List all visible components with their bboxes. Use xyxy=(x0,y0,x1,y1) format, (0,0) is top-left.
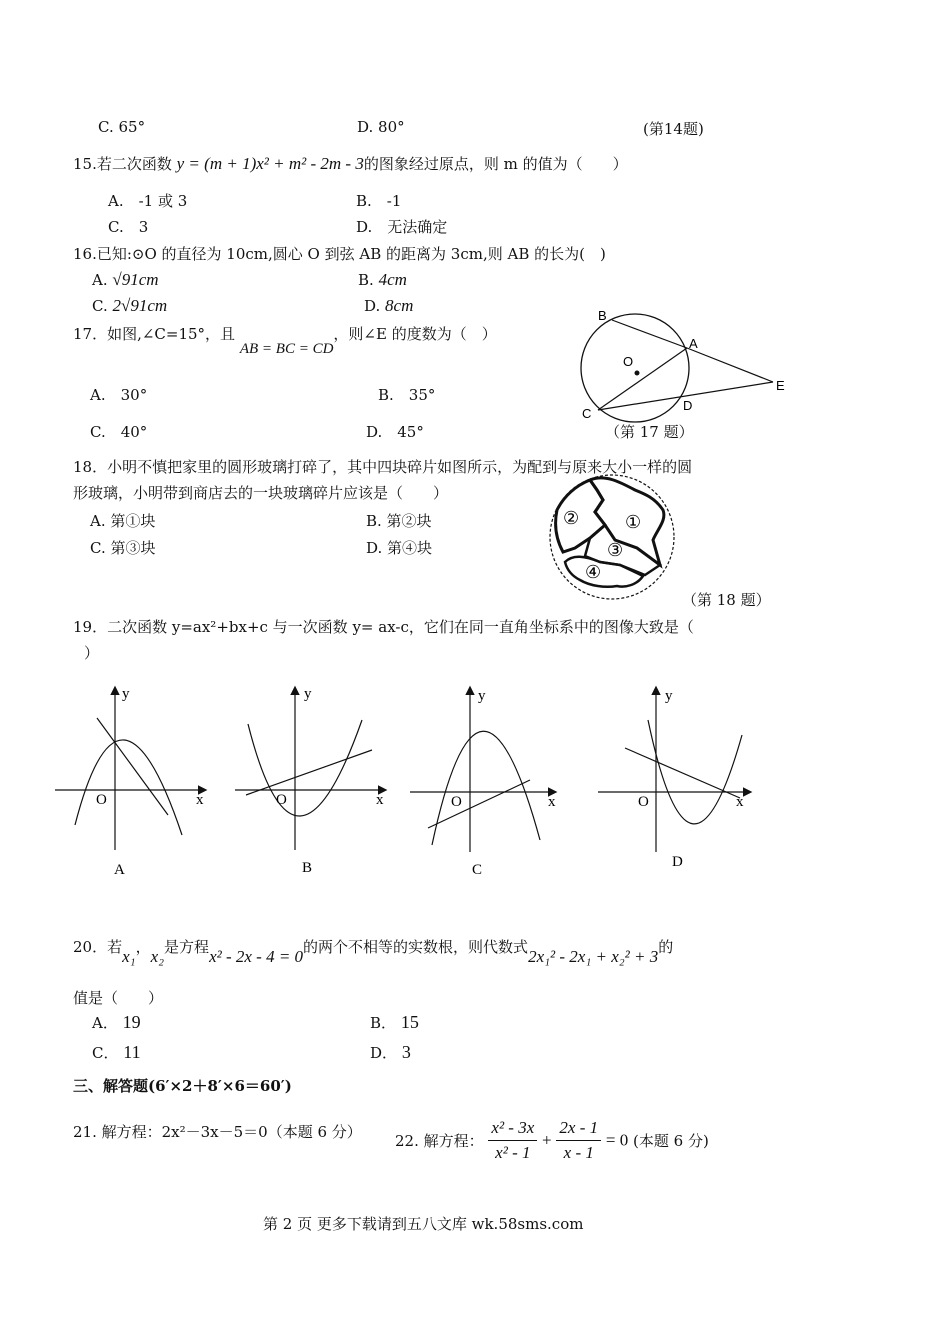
q22-fraction-1-denominator: x² - 1 xyxy=(495,1143,531,1162)
q20-option-a-label: A． xyxy=(92,1014,118,1032)
q18-option-b: B. 第②块 xyxy=(366,512,432,530)
q19-graph-a-line xyxy=(97,718,168,815)
q20-option-a xyxy=(92,1012,141,1033)
q18-label-3: ③ xyxy=(607,540,624,560)
q16-option-b xyxy=(358,270,407,290)
q20-x1: x₁ xyxy=(122,947,136,966)
q15-option-a: A. -1 或 3 xyxy=(108,192,188,210)
q20-comma: ， xyxy=(135,938,151,956)
q19-graph-a-x-label: x xyxy=(196,792,204,808)
q14-caption: (第14题) xyxy=(643,120,704,138)
q19-graphs xyxy=(50,680,850,880)
q18-option-d: D. 第④块 xyxy=(366,539,433,557)
q17-label-a: A xyxy=(689,336,698,351)
q19-graph-b-origin: O xyxy=(276,792,287,808)
q17-label-e: E xyxy=(776,378,785,393)
q17-option-a: A. 30° xyxy=(90,386,148,404)
q18-stem-line1: 18．小明不慎把家里的圆形玻璃打碎了，其中四块碎片如图所示，为配到与原来大小一样的圆 xyxy=(73,458,693,476)
section-3-title: 三、解答题(6′×2＋8′×6＝60′) xyxy=(73,1077,292,1095)
q19-stem-line1: 19．二次函数 y=ax²+bx+c 与一次函数 y= ax-c，它们在同一直角坐标系中的图像大致是（ xyxy=(73,618,694,636)
q20-option-d-label: D． xyxy=(370,1044,398,1062)
q20-option-d xyxy=(370,1042,411,1063)
q19-graph-d-parabola xyxy=(648,720,742,824)
q17-label-o: O xyxy=(623,354,634,369)
q22 xyxy=(395,1118,709,1163)
q16-option-a-value: √91cm xyxy=(112,270,159,289)
q19-graph-c-line xyxy=(428,780,530,828)
q18-stem-line2: 形玻璃，小明带到商店去的一块玻璃碎片应该是（ ） xyxy=(73,484,449,502)
q14-option-c: C. 65° xyxy=(98,118,146,136)
q18-option-a: A. 第①块 xyxy=(90,512,156,530)
q16-stem: 16.已知:⊙O 的直径为 10cm,圆心 O 到弦 AB 的距离为 3cm,则 AB 的长为( ) xyxy=(73,245,606,263)
q20-x2: x₂ xyxy=(150,947,165,966)
q20-option-a-value: 19 xyxy=(122,1012,141,1032)
q17-option-b: B. 35° xyxy=(378,386,436,404)
q19-graph-c xyxy=(410,688,556,878)
q20-option-b-label: B． xyxy=(370,1014,397,1032)
q19-graph-b-line xyxy=(246,750,372,795)
q22-equals-zero: = 0 xyxy=(605,1130,629,1150)
q17-circle-figure xyxy=(565,300,805,435)
q22-suffix: (本题 6 分) xyxy=(633,1132,709,1150)
q17-caption: （第 17 题） xyxy=(605,423,694,441)
q18-piece-4 xyxy=(565,557,643,587)
q19-graph-d-line xyxy=(625,748,740,798)
q18-label-4: ④ xyxy=(585,562,602,582)
q20-option-b-value: 15 xyxy=(400,1012,419,1032)
q21-text: 21. 解方程：2x²－3x－5＝0（本题 6 分） xyxy=(73,1123,362,1141)
q20-end: 的 xyxy=(658,938,674,956)
q19-graph-b xyxy=(235,686,385,876)
q19-graph-c-y-label: y xyxy=(478,688,486,704)
q20-mid: 是方程 xyxy=(164,938,210,956)
q17-circle xyxy=(581,314,689,422)
q19-graph-c-parabola xyxy=(432,731,540,845)
q22-fraction-2-numerator: 2x - 1 xyxy=(556,1118,601,1141)
q19-graph-b-label: B xyxy=(302,860,313,876)
q20-mid2: 的两个不相等的实数根，则代数式 xyxy=(303,938,529,956)
q20-option-c-value: 11 xyxy=(123,1042,141,1062)
q15-prefix: 15.若二次函数 xyxy=(73,155,172,173)
q19-graph-c-origin: O xyxy=(451,794,462,810)
q15-stem xyxy=(73,153,628,174)
q17-stem xyxy=(73,323,497,357)
q20-option-c xyxy=(92,1042,141,1063)
q17-label-d: D xyxy=(683,398,693,413)
q18-label-1: ① xyxy=(625,512,642,532)
q19-stem-line2: ） xyxy=(84,644,100,662)
q19-graph-d-label: D xyxy=(672,854,683,870)
q19-graph-b-y-label: y xyxy=(304,686,312,702)
q20-option-b xyxy=(370,1012,419,1033)
q22-prefix: 22. 解方程： xyxy=(395,1132,484,1150)
q16-option-c xyxy=(92,296,167,316)
q19-graph-a xyxy=(55,686,205,878)
q19-graph-d-x-label: x xyxy=(736,794,744,810)
q17-chord-ba xyxy=(612,320,687,348)
q22-plus: + xyxy=(542,1130,552,1150)
q16-option-b-value: 4cm xyxy=(378,270,407,289)
q17-stem-prefix: 17．如图,∠C=15°，且 xyxy=(73,325,236,343)
q17-stem-suffix: ，则∠E 的度数为（ ） xyxy=(333,325,497,343)
q14-option-d: D. 80° xyxy=(357,118,405,136)
q22-fraction-1-numerator: x² - 3x xyxy=(488,1118,537,1141)
q20-stem-line2: 值是（ ） xyxy=(73,989,164,1007)
q20-option-d-value: 3 xyxy=(401,1042,411,1062)
q22-fraction-2-denominator: x - 1 xyxy=(563,1143,594,1162)
q19-graph-d xyxy=(598,688,750,870)
q20-expression: 2x₁² - 2x₁ + x₂² + 3 xyxy=(528,947,659,966)
q15-option-c: C. 3 xyxy=(108,218,149,236)
q18-caption: （第 18 题） xyxy=(682,591,771,609)
q16-option-c-value: 2√91cm xyxy=(112,296,168,315)
q17-label-c: C xyxy=(582,406,592,421)
q17-label-b: B xyxy=(598,308,607,323)
q19-graph-a-label: A xyxy=(114,862,125,878)
q19-graph-c-x-label: x xyxy=(548,794,556,810)
q19-graph-d-origin: O xyxy=(638,794,649,810)
q19-graph-a-y-label: y xyxy=(122,686,130,702)
q16-option-b-label: B. xyxy=(358,271,374,289)
q15-option-d: D. 无法确定 xyxy=(356,218,448,236)
q17-line-ae xyxy=(687,348,773,382)
q18-glass-figure xyxy=(545,470,680,605)
q15-suffix: 的图象经过原点，则 m 的值为（ ） xyxy=(363,155,628,173)
q16-option-d-label: D. xyxy=(364,297,381,315)
q16-option-c-label: C. xyxy=(92,297,108,315)
q20-stem xyxy=(73,936,674,966)
q19-graph-b-parabola xyxy=(248,720,362,816)
q18-option-c: C. 第③块 xyxy=(90,539,156,557)
q17-option-c: C. 40° xyxy=(90,423,148,441)
q19-graph-a-origin: O xyxy=(96,792,107,808)
q17-center-point xyxy=(635,371,640,376)
q16-option-a xyxy=(92,270,159,290)
q17-chord-ac xyxy=(598,348,687,410)
q20-option-c-label: C． xyxy=(92,1044,119,1062)
q22-fraction-2 xyxy=(556,1118,601,1163)
page-footer: 第 2 页 更多下载请到五八文库 wk.58sms.com xyxy=(263,1215,584,1233)
q16-option-d xyxy=(364,296,413,316)
q19-graph-a-parabola xyxy=(75,740,182,835)
q18-label-2: ② xyxy=(563,508,580,528)
q17-arc-equality: AB = BC = CD xyxy=(239,341,334,357)
q19-graph-b-x-label: x xyxy=(376,792,384,808)
q22-fraction-1 xyxy=(488,1118,537,1163)
q16-option-a-label: A. xyxy=(92,271,108,289)
q20-equation: x² - 2x - 4 = 0 xyxy=(209,947,304,966)
q19-graph-c-label: C xyxy=(472,862,483,878)
q16-option-d-value: 8cm xyxy=(385,296,414,315)
q20-prefix: 20．若 xyxy=(73,938,123,956)
q19-graph-d-y-label: y xyxy=(665,688,673,704)
q15-formula: y = (m + 1)x² + m² - 2m - 3 xyxy=(176,154,364,173)
q17-option-d: D. 45° xyxy=(366,423,424,441)
q15-option-b: B. -1 xyxy=(356,192,402,210)
